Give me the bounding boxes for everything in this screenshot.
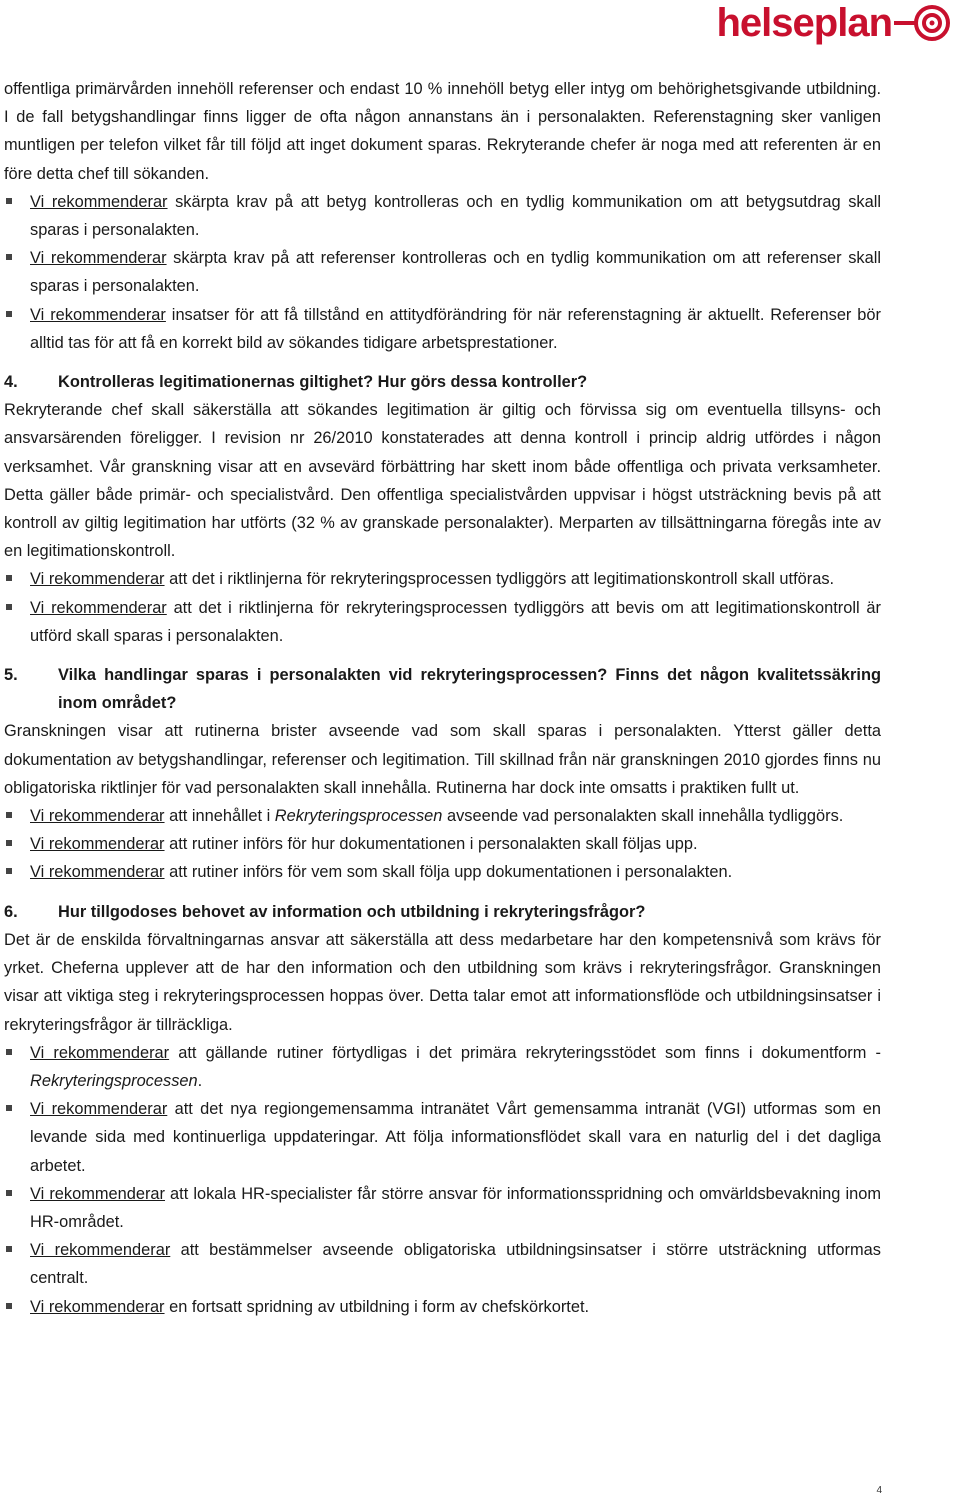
recommendation-text: att bestämmelser avseende obligatoriska utbildningsinsatser i större utsträckning utformas centralt.	[30, 1241, 881, 1288]
logo-wordmark: helseplan	[716, 1, 892, 45]
recommendation-text: insatser för att få tillstånd en attitydförändring för när referenstagning är aktuellt. Referenser bör alltid tas för att få en korrekt bild av sökandes tidigare arbetsprestationer.	[30, 305, 881, 352]
recommendation-text: att innehållet i	[164, 807, 275, 826]
document-title-italic: Rekryteringsprocessen	[274, 807, 443, 826]
section-5-heading	[4, 661, 881, 717]
section-title: Vilka handlingar sparas i personalakten vid rekryteringsprocessen? Finns det någon kvalitetssäkring inom området?	[58, 666, 881, 713]
section-5-recommendations	[4, 802, 881, 887]
target-logo-icon	[894, 3, 952, 43]
recommendation-text: att rutiner införs för hur dokumentationen i personalakten skall följas upp.	[164, 835, 698, 854]
recommendation-lead: Vi rekommenderar	[30, 835, 165, 854]
recommendation-text: skärpta krav på att betyg kontrolleras och en tydlig kommunikation om att betygsutdrag skall sparas i personalakten.	[30, 192, 881, 240]
intro-paragraph: offentliga primärvården innehöll referenser och endast 10 % innehöll betyg eller intyg om behörighetsgivande utbildning. I de fall betygshandlingar finns ligger de ofta någon annanstans än i personalakten. Referenstagning sker vanligen muntligen per telefon vilket får till följd att inget dokument sparas. Rekryterande chefer är noga med att referenten är en före detta chef till sökanden.	[4, 80, 881, 183]
recommendation-item	[4, 244, 881, 300]
recommendation-item	[4, 188, 881, 244]
recommendation-item	[4, 858, 881, 886]
document-body	[4, 75, 881, 1321]
section-title: Hur tillgodoses behovet av information och utbildning i rekryteringsfrågor?	[58, 902, 646, 921]
section-title: Kontrolleras legitimationernas giltighet? Hur görs dessa kontroller?	[58, 373, 588, 392]
section-number: 6.	[4, 902, 18, 921]
recommendation-text: att lokala HR-specialister får större ansvar för informationsspridning och omvärldsbevakning inom HR-området.	[30, 1184, 881, 1231]
recommendation-text: skärpta krav på att referenser kontrolleras och en tydlig kommunikation om att referenser skall sparas i personalakten.	[30, 249, 881, 296]
intro-recommendations	[4, 188, 881, 357]
recommendation-item	[4, 1236, 881, 1292]
recommendation-text: att det i riktlinjerna för rekryteringsprocessen tydliggörs att bevis om att legitimationskontroll är utförd skall sparas i personalakten.	[30, 598, 881, 645]
page-number: 4	[876, 1485, 882, 1496]
recommendation-lead: Vi rekommenderar	[30, 192, 168, 211]
recommendation-lead: Vi rekommenderar	[30, 598, 167, 617]
recommendation-text: att det nya regiongemensamma intranätet Vårt gemensamma intranät (VGI) utformas som en levande sida med kontinuerliga uppdateringar. Att följa informationsflödet skall vara en naturlig del i det dagliga arbetet.	[30, 1100, 881, 1175]
section-number: 5.	[4, 666, 18, 685]
section-4-recommendations	[4, 565, 881, 650]
section-4-paragraph: Rekryterande chef skall säkerställa att sökandes legitimation är giltig och förvissa sig om eventuella tillsyns- och ansvarsärenden föreligger. I revision nr 26/2010 konstaterades att denna kontroll i princip aldrig utfördes i någon verksamhet. Vår granskning visar att en avsevärd förbättring har skett inom både offentliga och privata verksamheter. Detta gäller både primär- och specialistvård. Den offentliga specialistvården uppvisar i högst utsträckning bevis på att kontroll av giltig legitimation har utförts (32 % av granskade personalakter). Merparten av tillsättningarna föregås inte av en legitimationskontroll.	[4, 401, 881, 561]
recommendation-item	[4, 565, 881, 593]
recommendation-item	[4, 830, 881, 858]
section-4-heading	[4, 368, 881, 396]
recommendation-item	[4, 1293, 881, 1321]
recommendation-item	[4, 594, 881, 650]
recommendation-text: att gällande rutiner förtydligas i det primära rekryteringsstödet som finns i dokumentform -	[169, 1043, 881, 1062]
recommendation-text: att det i riktlinjerna för rekryteringsprocessen tydliggörs att legitimationskontroll skall utföras.	[164, 570, 835, 589]
section-6-paragraph: Det är de enskilda förvaltningarnas ansvar att säkerställa att dess medarbetare har den kompetensnivå som krävs för yrket. Cheferna upplever att de har den information och den utbildning som krävs i rekryteringsfrågor. Granskningen visar att viktiga steg i rekryteringsprocessen hoppas över. Detta talar emot att informationsflöde och utbildningsinsatser i rekryteringsfrågor är tillräckliga.	[4, 930, 881, 1034]
recommendation-item	[4, 1180, 881, 1236]
recommendation-item	[4, 1039, 881, 1095]
recommendation-lead: Vi rekommenderar	[30, 1043, 170, 1062]
recommendation-lead: Vi rekommenderar	[30, 863, 165, 882]
recommendation-text: .	[197, 1071, 203, 1090]
recommendation-text: avseende vad personalakten skall innehålla tydliggörs.	[442, 807, 844, 826]
recommendation-lead: Vi rekommenderar	[30, 570, 165, 589]
recommendation-text: en fortsatt spridning av utbildning i form av chefskörkortet.	[164, 1297, 590, 1316]
recommendation-lead: Vi rekommenderar	[30, 807, 165, 826]
section-6-recommendations	[4, 1039, 881, 1321]
recommendation-item	[4, 301, 881, 357]
helseplan-logo	[716, 2, 952, 44]
recommendation-lead: Vi rekommenderar	[30, 1100, 168, 1119]
section-number: 4.	[4, 373, 18, 392]
recommendation-lead: Vi rekommenderar	[30, 305, 166, 324]
recommendation-lead: Vi rekommenderar	[30, 249, 167, 268]
recommendation-item	[4, 1095, 881, 1180]
recommendation-item	[4, 802, 881, 830]
section-5-paragraph: Granskningen visar att rutinerna brister avseende vad som skall sparas i personalakten. Ytterst gäller detta dokumentation av betygshandlingar, referenser och legitimation. Till skillnad från när granskningen 2010 gjordes finns nu obligatoriska riktlinjer för vad personalakten skall innehålla. Rutinerna har dock inte omsatts i praktiken fullt ut.	[4, 722, 881, 797]
document-title-italic: Rekryteringsprocessen	[30, 1071, 198, 1090]
recommendation-text: att rutiner införs för vem som skall följa upp dokumentationen i personalakten.	[164, 863, 733, 882]
recommendation-lead: Vi rekommenderar	[30, 1297, 165, 1316]
section-6-heading	[4, 898, 881, 926]
recommendation-lead: Vi rekommenderar	[30, 1184, 166, 1203]
recommendation-lead: Vi rekommenderar	[30, 1241, 171, 1260]
